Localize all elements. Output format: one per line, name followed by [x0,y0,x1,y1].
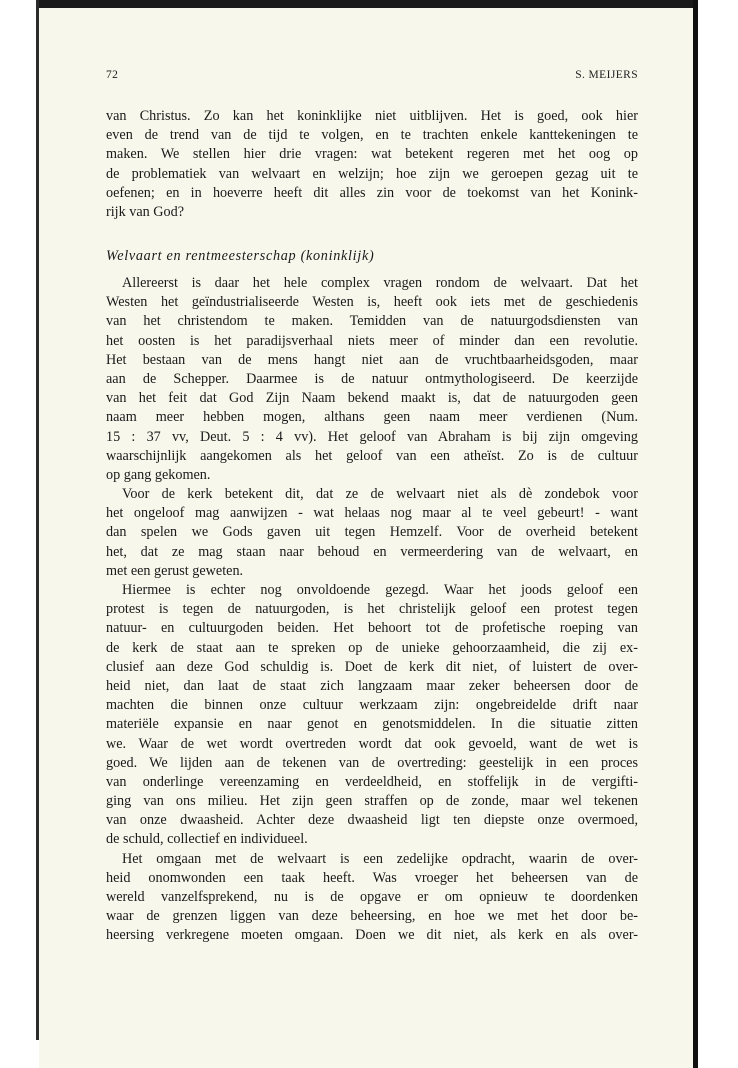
text-line: dan spelen we Gods gaven uit tegen Hemzelf. Voor de overheid betekent [106,524,638,541]
scan-border-right [693,0,698,1068]
text-line: we. Waar de wet wordt overtreden wordt dat ook gevoeld, want de wet is [106,735,638,752]
text-line: heid niet, dan laat de staat zich langzaam maar zeker beheersen door de [106,677,638,694]
text-line: heid onomwonden een taak heeft. Was vroeger het beheersen van de [106,869,638,886]
text-line: heersing verkregene moeten omgaan. Doen we dit niet, als kerk en als over- [106,927,638,944]
page-number: 72 [106,69,119,81]
text-line: de problematiek van welvaart en welzijn; hoe zijn we geroepen gezag uit te [106,165,638,182]
text-line: op gang gekomen. [106,466,211,483]
text-line: Allereerst is daar het hele complex vragen rondom de welvaart. Dat het [122,275,638,291]
text-line: de kerk de staat aan te spreken op de unieke gehoorzaamheid, die zij ex- [106,639,638,656]
text-line: ging van ons milieu. Het zijn geen straffen op de zonde, maar wel tekenen [106,793,638,810]
text-line: Hiermee is echter nog onvoldoende gezegd. Waar het joods geloof een [122,582,638,598]
text-line: maken. We stellen hier drie vragen: wat betekent regeren met het oog op [106,146,638,163]
text-line: machten die binnen onze cultuur werkzaam zijn: ongebreidelde drift naar [106,697,638,714]
section-heading: Welvaart en rentmeesterschap (koninklijk) [106,248,375,264]
text-line: even de trend van de tijd te volgen, en te trachten enkele kanttekeningen te [106,127,638,144]
text-line: wereld vanzelfsprekend, nu is de opgave er om opnieuw te doordenken [106,889,638,905]
text-line: aan de Schepper. Daarmee is de natuur ontmythologiseerd. De keerzijde [106,370,638,387]
text-line: naam meer hebben mogen, althans geen naam meer verdienen (Num. [106,409,638,426]
text-line: protest is tegen de natuurgoden, is het christelijk geloof een protest tegen [106,601,638,618]
text-line: Voor de kerk betekent dit, dat ze de welvaart niet als dè zondebok voor [122,486,638,503]
intro-paragraph [106,107,638,222]
text-line: oefenen; en in hoeverre heeft dit alles zin voor de toekomst van het Konink- [106,184,638,201]
text-line: Westen het geïndustrialiseerde Westen is, heeft ook iets met de geschiedenis [106,294,638,311]
text-line: waar de grenzen liggen van deze beheersing, en hoe we met het door be- [106,908,638,925]
body-text [106,274,638,946]
text-line: de schuld, collectief en individueel. [106,831,308,848]
text-line: van onderlinge vereenzaming en verdeeldheid, en stoffelijk in de vergifti- [106,773,638,790]
text-line: het, dat ze mag staan naar behoud en vermeerdering van de welvaart, en [106,543,638,560]
text-line: waarschijnlijk aangekomen als het geloof van een atheïst. Zo is de cultuur [106,447,638,464]
text-line: van het feit dat God Zijn Naam bekend maakt is, dat de natuurgoden geen [106,390,638,407]
text-line: natuur- en cultuurgoden beiden. Het behoort tot de profetische roeping van [106,620,638,637]
text-line: Het omgaan met de welvaart is een zedelijke opdracht, waarin de over- [122,850,638,867]
text-line: 15 : 37 vv, Deut. 5 : 4 vv). Het geloof van Abraham is bij zijn omgeving [106,428,638,445]
text-line: het ongeloof mag aanwijzen - wat helaas nog maar al te veel gebeurt! - want [106,505,638,522]
text-line: Het bestaan van de mens hangt niet aan de vruchtbaarheidsgoden, maar [106,351,638,368]
text-line: van onze dwaasheid. Achter deze dwaasheid ligt ten diepste onze overmoed, [106,812,638,829]
text-line: rijk van God? [106,203,185,220]
text-line: clusief aan deze God schuldig is. Doet de kerk dit niet, of luistert de over- [106,658,638,675]
text-line: materiële expansie en naar genot en genotsmiddelen. In die situatie zitten [106,716,638,733]
text-line: het oosten is het paradijsverhaal niets meer of minder dan een revolutie. [106,332,638,349]
text-line: van het christendom te maken. Temidden van de natuurgodsdiensten van [106,313,638,330]
text-line: met een gerust geweten. [106,562,244,579]
page-header [106,69,638,87]
text-line: goed. We lijden aan de tekenen van de overtreding: geestelijk in een proces [106,754,638,771]
running-head: S. MEIJERS [575,69,638,81]
text-line: van Christus. Zo kan het koninklijke niet uitblijven. Het is goed, ook hier [106,108,638,124]
scan-border-top [36,0,696,8]
